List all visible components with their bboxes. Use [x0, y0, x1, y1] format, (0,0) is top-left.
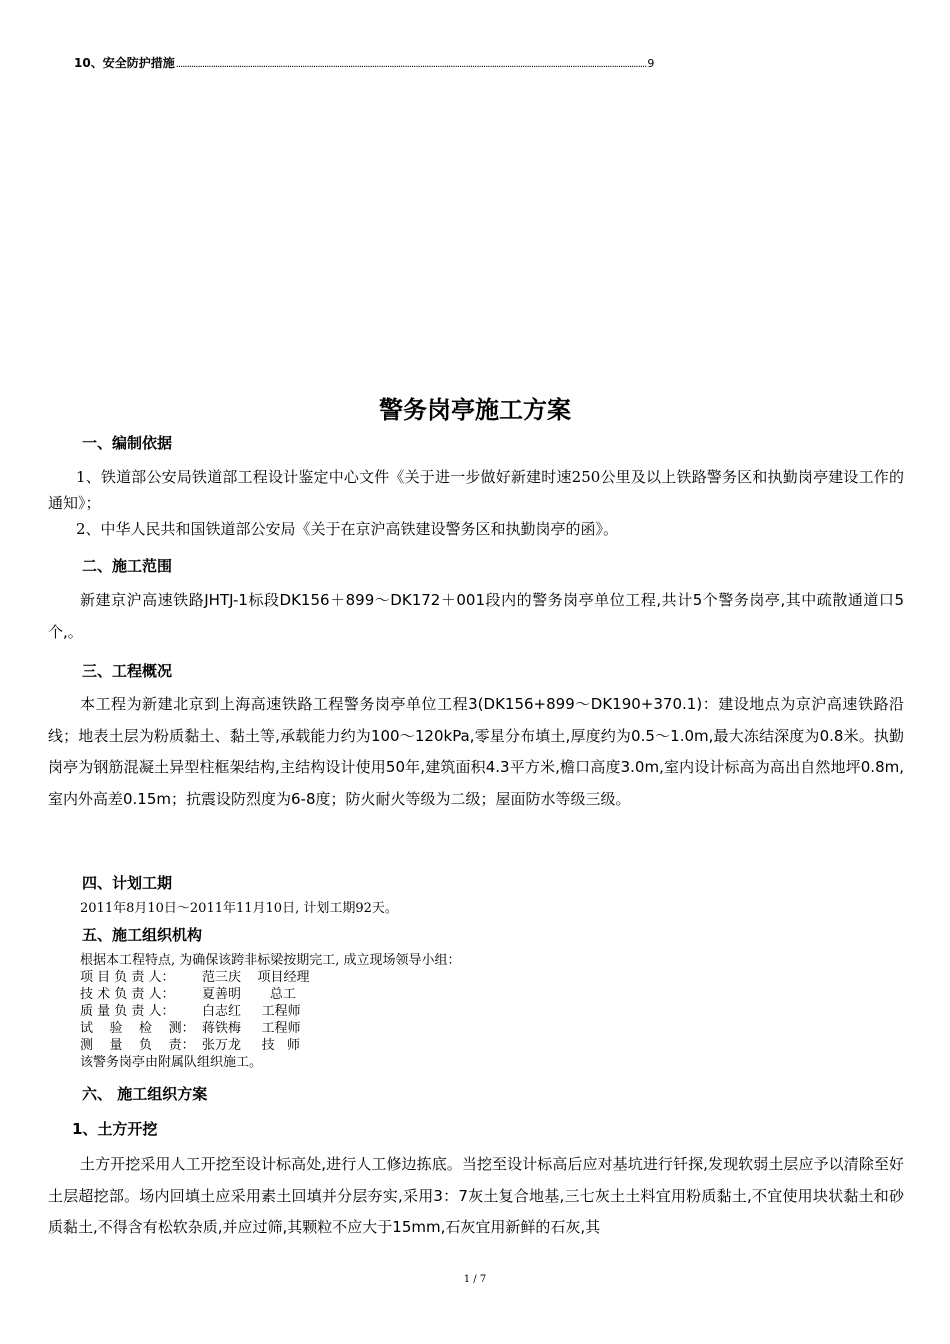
toc-entry[interactable] — [74, 54, 655, 71]
document-title: 警务岗亭施工方案 — [379, 396, 571, 424]
member-role: 技 术 负 责 人： — [80, 987, 175, 1002]
member-name: 蒋铁梅 工程师 — [202, 1021, 301, 1036]
organization-outro: 该警务岗亭由附属队组织施工。 — [80, 1055, 263, 1070]
member-row — [80, 1020, 461, 1037]
member-name: 张万龙 技 师 — [202, 1038, 301, 1053]
member-name: 夏善明 总工 — [202, 987, 296, 1002]
overview-paragraph: 本工程为新建北京到上海高速铁路工程警务岗亭单位工程3(DK156+899～DK190+370.1)：建设地点为京沪高速铁路沿线；地表土层为粉质黏土、黏土等,承载能力约为100～120kPa,零星分布填土,厚度约为0.5～1.0m,最大冻结深度为0.8米。执勤岗亭为钢筋混凝土异型柱框架结构,主结构设计使用50年,建筑面积4.3平方米,檐口高度3.0m,室内设计标高为高出自然地坪0.8m,室内外高差0.15m；抗震设防烈度为6-8度；防火耐火等级为二级；屋面防水等级三级。 — [48, 695, 904, 808]
basis-item-1: 1、铁道部公安局铁道部工程设计鉴定中心文件《关于进一步做好新建时速250公里及以上铁路警务区和执勤岗亭建设工作的通知》； — [48, 468, 904, 512]
member-row — [80, 1037, 461, 1054]
organization-block — [80, 952, 461, 1071]
member-row — [80, 986, 461, 1003]
page-footer: 1 / 7 — [463, 1274, 487, 1285]
member-row — [80, 1003, 461, 1020]
member-role: 项 目 负 责 人： — [80, 970, 175, 985]
toc-label: 10、安全防护措施 — [74, 56, 175, 70]
section-heading-scope: 二、施工范围 — [82, 557, 173, 575]
plan-heading-text: 六、 施工组织方案 — [82, 1085, 208, 1103]
basis-item-2: 2、中华人民共和国铁道部公安局《关于在京沪高铁建设警务区和执勤岗亭的函》。 — [76, 520, 619, 538]
section-heading-schedule: 四、计划工期 — [82, 874, 173, 892]
member-name: 白志红 工程师 — [202, 1004, 301, 1019]
section-heading-organization: 五、施工组织机构 — [82, 926, 203, 944]
member-role: 质 量 负 责 人： — [80, 1004, 175, 1019]
member-row — [80, 969, 461, 986]
member-name: 范三庆 项目经理 — [202, 970, 310, 985]
organization-intro: 根据本工程特点, 为确保该跨非标梁按期完工, 成立现场领导小组： — [80, 953, 461, 968]
member-role: 测 量 负 责： — [80, 1038, 195, 1053]
member-role: 试 验 检 测： — [80, 1021, 195, 1036]
section-heading-plan — [82, 1083, 207, 1104]
subheading-earthwork: 1、土方开挖 — [72, 1120, 158, 1138]
earthwork-paragraph: 土方开挖采用人工开挖至设计标高处,进行人工修边拣底。当挖至设计标高后应对基坑进行钎探,发现软弱土层应予以清除至好土层超挖部。场内回填土应采用素土回填并分层夯实,采用3：7灰土复合地基,三七灰土土料宜用粉质黏土,不宜使用块状黏土和砂质黏土,不得含有松软杂质,并应过筛,其颗粒不应大于15mm,石灰宜用新鲜的石灰,其 — [48, 1155, 904, 1236]
toc-leader-dots: ........................................................................................................................................................................................................................ — [175, 59, 647, 70]
section-heading-basis: 一、编制依据 — [82, 434, 173, 452]
schedule-text: 2011年8月10日～2011年11月10日, 计划工期92天。 — [80, 901, 398, 916]
scope-paragraph: 新建京沪高速铁路JHTJ-1标段DK156＋899～DK172＋001段内的警务岗亭单位工程,共计5个警务岗亭,其中疏散通道口5个,。 — [48, 591, 904, 641]
section-heading-overview: 三、工程概况 — [82, 662, 173, 680]
toc-page-number: 9 — [647, 57, 655, 70]
